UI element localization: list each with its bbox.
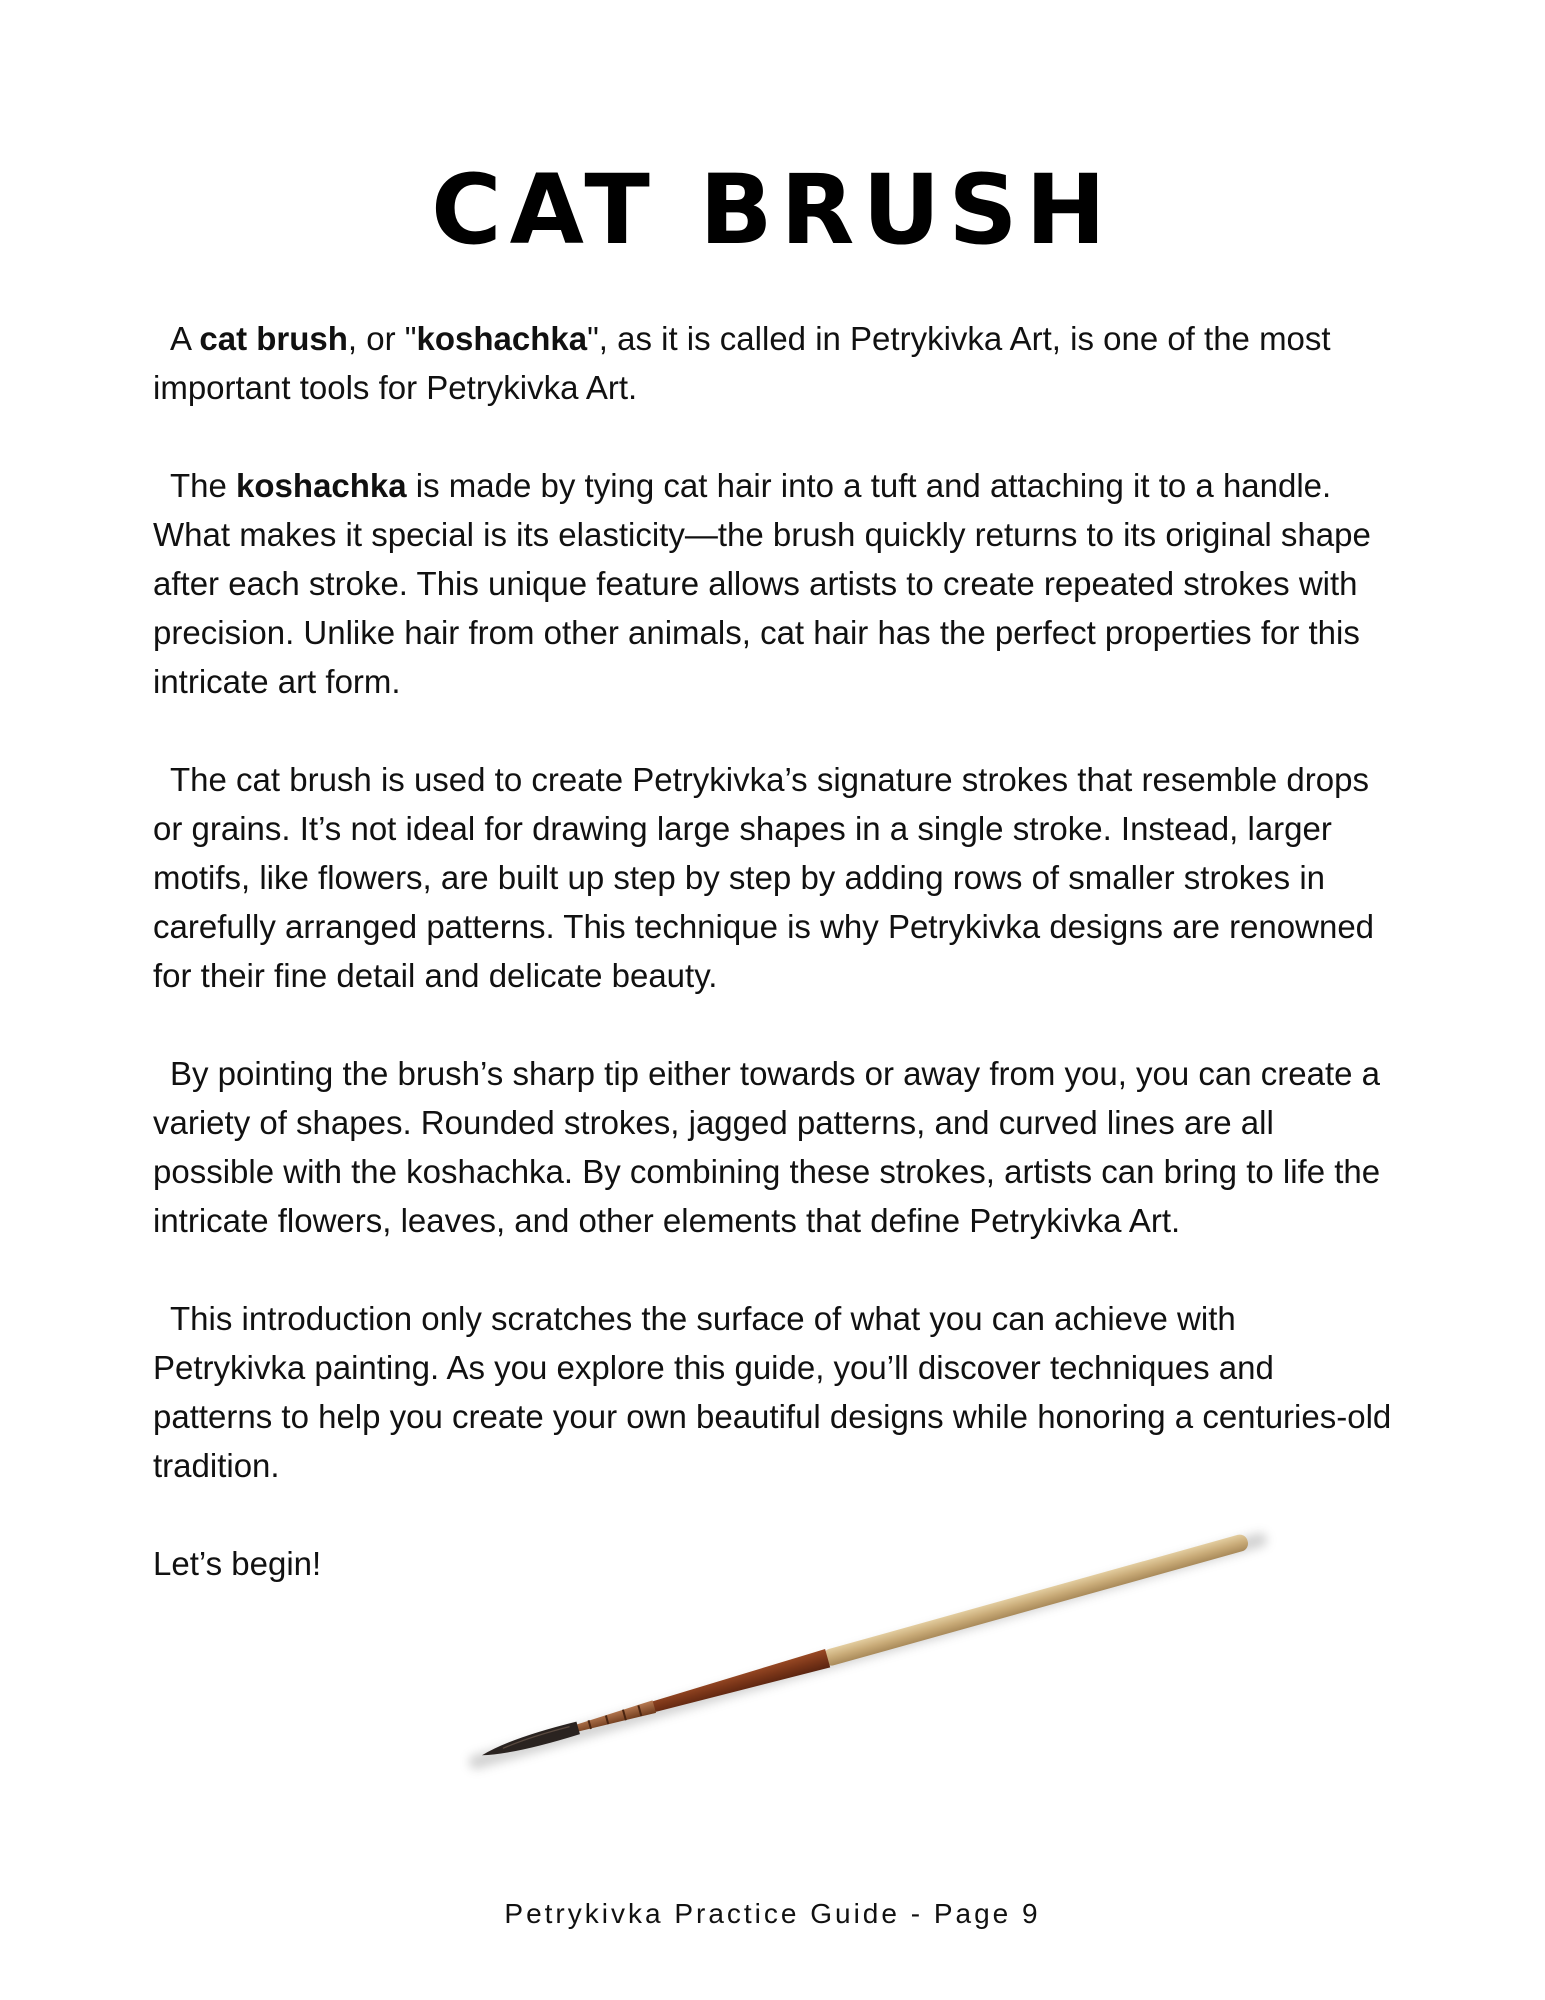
page-footer: Petrykivka Practice Guide - Page 9 [504,1898,1041,1929]
body-text [153,314,1393,1588]
paragraph-technique [153,1049,1393,1245]
text-run: is made by tying cat hair into a tuft and attaching it to a handle. What makes it special is its elasticity—the brush quickly returns to its original shape after each stroke. This unique feature allows artists to create repeated strokes with precision. Unlike hair from other animals, cat hair has the perfect properties for this intricate art form. [153,467,1371,700]
page-title: CAT BRUSH [431,154,1114,266]
text-run: The cat brush is used to create Petrykivka’s signature strokes that resemble drops or grains. It’s not ideal for drawing large shapes in a single stroke. Instead, larger motifs, like flowers, are built up step by step by adding rows of smaller strokes in carefully arranged patterns. This technique is why Petrykivka designs are renowned for their fine detail and delicate beauty. [153,761,1375,994]
brush-handle [822,1533,1250,1668]
text-run: A [170,320,200,357]
bold-term-koshachka: koshachka [416,320,588,357]
cat-brush-illustration [460,1510,1280,1780]
text-run: , or " [347,320,417,357]
paragraph-intro [153,314,1393,412]
paragraph-construction [153,461,1393,706]
text-run: By pointing the brush’s sharp tip either towards or away from you, you can create a variety of shapes. Rounded strokes, jagged patterns, and curved lines are all possible with the koshachka. By combining these strokes, artists can bring to life the intricate flowers, leaves, and other elements that define Petrykivka Art. [153,1055,1381,1239]
text-run: The [170,467,237,504]
paragraph-strokes [153,755,1393,1000]
text-run: This introduction only scratches the surface of what you can achieve with Petrykivka painting. As you explore this guide, you’ll discover techniques and patterns to help you create your own beautiful designs while honoring a centuries-old tradition. [153,1300,1392,1484]
bold-term-cat-brush: cat brush [199,320,348,357]
paragraph-closing [153,1294,1393,1490]
text-run: ", as it is called in Petrykivka Art, is one of the most important tools for Petrykivka Art. [153,320,1331,406]
brush-ferrule [650,1649,830,1716]
bold-term-koshachka: koshachka [236,467,407,504]
paragraph-lets-begin: Let’s begin! [153,1545,322,1582]
